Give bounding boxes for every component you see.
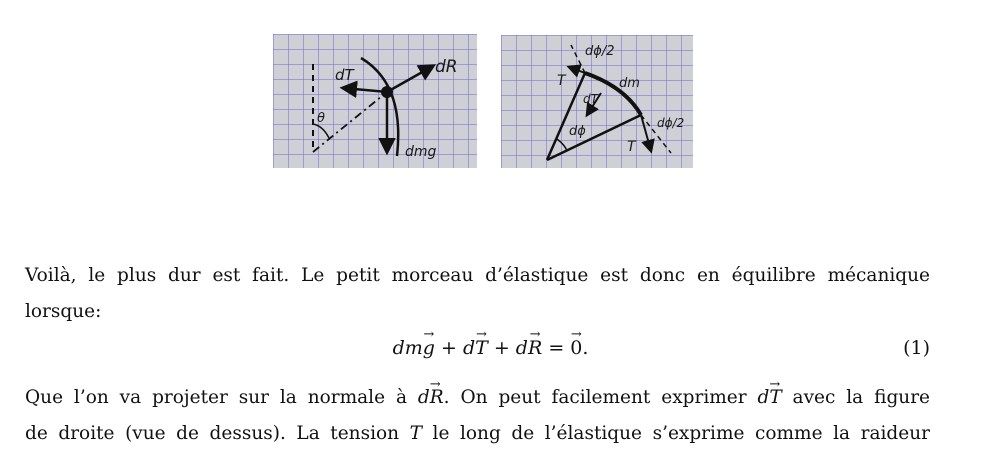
label-dT-right: dT: [583, 92, 598, 106]
figure-forces-top-view: [501, 35, 693, 168]
equation-equilibrium: dm→ g + d→ T + d→ R = → 0.: [0, 330, 981, 366]
label-dmg: dmg: [405, 144, 437, 160]
label-dphi-half-top: dϕ/2: [585, 44, 615, 59]
label-T-top: T: [557, 73, 566, 89]
label-dT: dT: [335, 66, 354, 84]
label-T-right: T: [627, 139, 636, 155]
figure-forces-side-view: [273, 34, 477, 168]
paragraph-line-1: Voilà, le plus dur est fait. Le petit morceau d’élastique est donc en équilibre mécanique: [25, 265, 930, 286]
elastic-arc: [361, 58, 398, 156]
paragraph-line-2: lorsque:: [25, 301, 102, 322]
label-dphi: dϕ: [569, 124, 586, 139]
label-dm: dm: [619, 76, 640, 91]
paragraph-line-4: de droite (vue de dessus). La tension T le long de l’élastique s’exprime comme la raideur: [25, 423, 930, 444]
label-theta: θ: [317, 111, 325, 126]
label-dR: dR: [435, 57, 458, 77]
equation-number: (1): [903, 337, 930, 359]
paragraph-line-3: Que l’on va projeter sur la normale à d→ R. On peut facilement exprimer d→ T avec la figure: [25, 380, 930, 416]
label-dphi-half-right: dϕ/2: [657, 116, 685, 130]
